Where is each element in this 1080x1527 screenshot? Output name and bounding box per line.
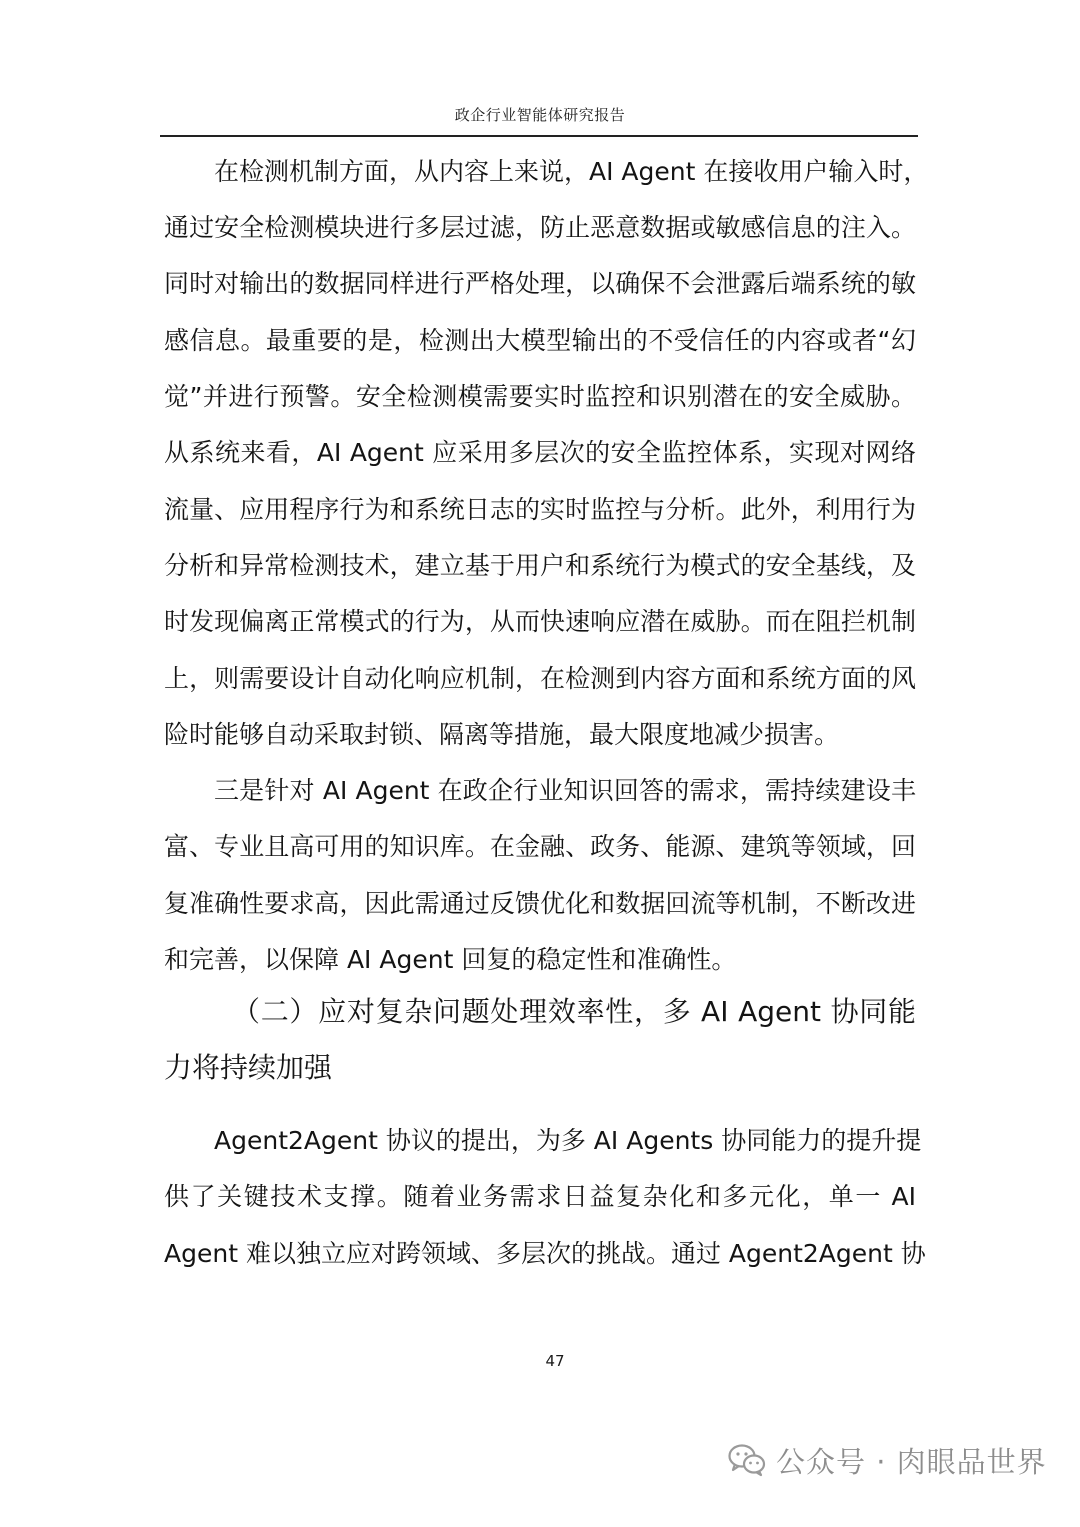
body-text-line: Agent2Agent 协议的提出，为多 AI Agents 协同能力的提升提	[214, 1126, 922, 1155]
section-heading: （二）应对复杂问题处理效率性，多 AI Agent 协同能	[232, 995, 916, 1028]
body-text-line: 流量、应用程序行为和系统日志的实时监控与分析。此外，利用行为	[164, 495, 916, 524]
body-text-line: 觉”并进行预警。安全检测模需要实时监控和识别潜在的安全威胁。	[164, 382, 916, 411]
body-text-line: 在检测机制方面，从内容上来说，AI Agent 在接收用户输入时，	[214, 157, 929, 186]
body-text-line: 通过安全检测模块进行多层过滤，防止恶意数据或敏感信息的注入。	[164, 213, 916, 242]
body-text-line: 从系统来看，AI Agent 应采用多层次的安全监控体系，实现对网络	[164, 438, 916, 467]
body-text-line: 和完善，以保障 AI Agent 回复的稳定性和准确性。	[164, 945, 737, 974]
body-text-line: 富、专业且高可用的知识库。在金融、政务、能源、建筑等领域，回	[164, 832, 916, 861]
body-text-line: 上，则需要设计自动化响应机制，在检测到内容方面和系统方面的风	[164, 664, 916, 693]
header-divider	[160, 135, 918, 137]
body-text-line: 时发现偏离正常模式的行为，从而快速响应潜在威胁。而在阻拦机制	[164, 607, 916, 636]
body-text-line: 分析和异常检测技术，建立基于用户和系统行为模式的安全基线，及	[164, 551, 916, 580]
body-text-line: 复准确性要求高，因此需通过反馈优化和数据回流等机制，不断改进	[164, 889, 916, 918]
wechat-icon	[728, 1443, 766, 1477]
running-header: 政企行业智能体研究报告	[454, 106, 626, 124]
body-text-line: Agent 难以独立应对跨领域、多层次的挑战。通过 Agent2Agent 协	[164, 1239, 926, 1268]
body-text-line: 险时能够自动采取封锁、隔离等措施，最大限度地减少损害。	[164, 720, 840, 749]
section-heading: 力将持续加强	[164, 1051, 333, 1084]
page-number: 47	[545, 1352, 565, 1370]
watermark	[728, 1440, 1047, 1480]
watermark-text: 公众号 · 肉眼品世界	[776, 1444, 1047, 1479]
body-text-line: 供了关键技术支撑。随着业务需求日益复杂化和多元化，单一 AI	[164, 1182, 916, 1211]
body-text-line: 三是针对 AI Agent 在政企行业知识回答的需求，需持续建设丰	[214, 776, 916, 805]
body-text-line: 同时对输出的数据同样进行严格处理，以确保不会泄露后端系统的敏	[164, 269, 916, 298]
body-text-line: 感信息。最重要的是，检测出大模型输出的不受信任的内容或者“幻	[164, 326, 916, 355]
